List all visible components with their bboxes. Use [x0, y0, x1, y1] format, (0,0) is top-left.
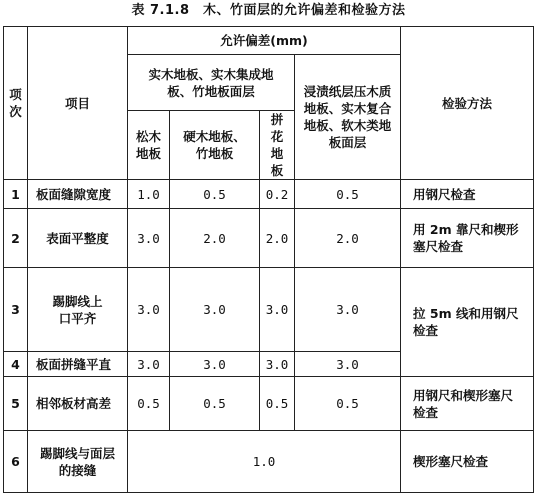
tolerance-table: [3, 26, 534, 493]
cell-pine: 0.5: [128, 377, 170, 431]
cell-hardwood: 0.5: [170, 180, 260, 209]
cell-method: 楔形塞尺检查: [401, 431, 534, 493]
table-row: [4, 377, 534, 431]
cell-hardwood: 0.5: [170, 377, 260, 431]
row-index: 3: [4, 268, 28, 352]
cell-method: 用钢尺检查: [401, 180, 534, 209]
cell-parquet: 0.5: [260, 377, 295, 431]
header-tolerance: 允许偏差(mm): [128, 27, 401, 55]
cell-parquet: 2.0: [260, 209, 295, 268]
row-index: 2: [4, 209, 28, 268]
row-item: 踢脚线上口平齐: [28, 268, 128, 352]
cell-hardwood: 2.0: [170, 209, 260, 268]
header-pine: 松木地板: [128, 111, 170, 180]
table-row: [4, 268, 534, 352]
row-item: 踢脚线与面层的接缝: [28, 431, 128, 493]
row-item: 板面拼缝平直: [28, 352, 128, 377]
cell-parquet: 0.2: [260, 180, 295, 209]
cell-method: 用 2m 靠尺和楔形塞尺检查: [401, 209, 534, 268]
cell-laminate: 3.0: [295, 352, 401, 377]
cell-pine: 3.0: [128, 209, 170, 268]
table-row: [4, 180, 534, 209]
cell-laminate: 0.5: [295, 377, 401, 431]
cell-laminate: 3.0: [295, 268, 401, 352]
header-index: 项次: [4, 27, 28, 180]
cell-laminate: 0.5: [295, 180, 401, 209]
header-item: 项目: [28, 27, 128, 180]
table-row: [4, 209, 534, 268]
row-item: 相邻板材高差: [28, 377, 128, 431]
row-item: 板面缝隙宽度: [28, 180, 128, 209]
header-method: 检验方法: [401, 27, 534, 180]
cell-laminate: 2.0: [295, 209, 401, 268]
table-title: 表 7.1.8 木、竹面层的允许偏差和检验方法: [131, 3, 406, 18]
cell-merged-tolerance: 1.0: [128, 431, 401, 493]
cell-parquet: 3.0: [260, 268, 295, 352]
header-hardwood: 硬木地板、竹地板: [170, 111, 260, 180]
header-group-solid: 实木地板、实木集成地板、竹地板面层: [128, 55, 295, 111]
cell-pine: 1.0: [128, 180, 170, 209]
table-row: [4, 431, 534, 493]
cell-method: 拉 5m 线和用钢尺检查: [401, 268, 534, 377]
cell-hardwood: 3.0: [170, 352, 260, 377]
row-index: 5: [4, 377, 28, 431]
cell-method: 用钢尺和楔形塞尺检查: [401, 377, 534, 431]
row-index: 1: [4, 180, 28, 209]
cell-pine: 3.0: [128, 268, 170, 352]
cell-parquet: 3.0: [260, 352, 295, 377]
header-parquet: 拼花地板: [260, 111, 295, 180]
row-index: 4: [4, 352, 28, 377]
header-group-laminate: 浸渍纸层压木质地板、实木复合地板、软木类地板面层: [295, 55, 401, 180]
row-index: 6: [4, 431, 28, 493]
cell-hardwood: 3.0: [170, 268, 260, 352]
cell-pine: 3.0: [128, 352, 170, 377]
row-item: 表面平整度: [28, 209, 128, 268]
